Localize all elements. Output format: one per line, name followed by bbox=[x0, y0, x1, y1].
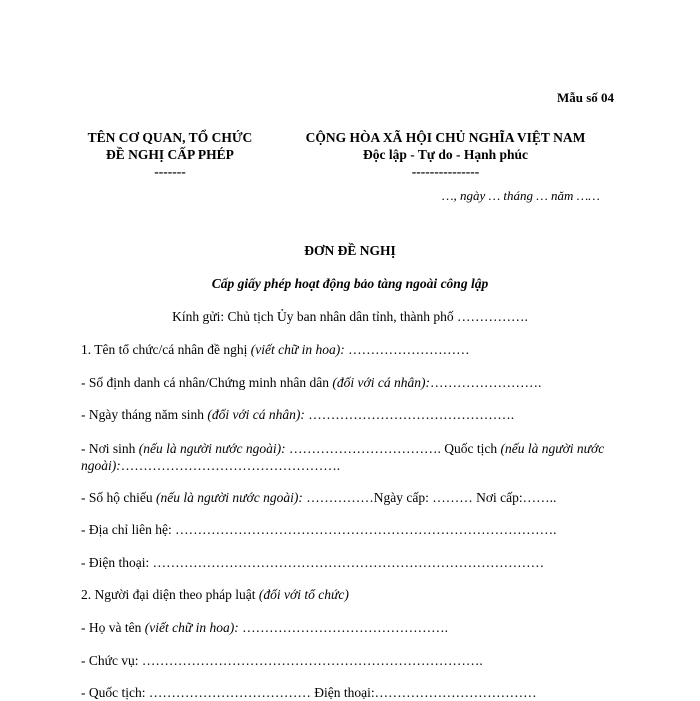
field-label: - Họ và tên bbox=[81, 620, 145, 635]
field-birthplace-nationality bbox=[81, 440, 621, 474]
field-fill: …………………………………………. bbox=[120, 458, 341, 473]
field-fill: ………………………………………. bbox=[304, 407, 515, 422]
field-fill: ……………………. bbox=[429, 375, 542, 390]
field-fill: ………………………………………. bbox=[238, 620, 448, 635]
field-applicant-name bbox=[81, 342, 470, 358]
form-number: Mẫu số 04 bbox=[557, 90, 615, 105]
field-label: - Số hộ chiếu bbox=[81, 490, 156, 505]
field-fill: ……………Ngày cấp: ……… Nơi cấp:…….. bbox=[302, 490, 557, 505]
addressee: Kính gửi: Chủ tịch Ủy ban nhân dân tỉnh, thành phố ……………. bbox=[172, 309, 528, 324]
field-label: 1. Tên tổ chức/cá nhân đề nghị bbox=[81, 342, 251, 357]
field-note: (viết chữ in hoa): bbox=[250, 342, 345, 357]
field-address: - Địa chỉ liên hệ: …………………………………………………………………………. bbox=[81, 522, 557, 537]
field-note: (đối với cá nhân): bbox=[332, 375, 430, 390]
field-label: 2. Người đại diện theo pháp luật bbox=[81, 587, 259, 602]
document-subtitle: Cấp giấy phép hoạt động bảo tàng ngoài công lập bbox=[211, 276, 489, 291]
field-full-name bbox=[81, 620, 448, 636]
field-fill: ……………………… bbox=[344, 342, 470, 357]
field-fill: ……………………………. Quốc tịch bbox=[285, 441, 501, 456]
date-line: …, ngày … tháng … năm …… bbox=[442, 188, 600, 203]
field-label: - Số định danh cá nhân/Chứng minh nhân dân bbox=[81, 375, 333, 390]
field-note: (nếu là người nước bbox=[500, 441, 605, 456]
field-note: (đối với tổ chức) bbox=[258, 587, 349, 602]
field-note: (nếu là người nước ngoài): bbox=[138, 441, 286, 456]
org-line1: TÊN CƠ QUAN, TỔ CHỨC bbox=[87, 130, 253, 145]
field-note: (nếu là người nước ngoài): bbox=[156, 490, 303, 505]
field-id-number bbox=[81, 375, 541, 391]
nation-dash: --------------- bbox=[411, 164, 480, 179]
field-position: - Chức vụ: …………………………………………………………………. bbox=[81, 653, 483, 668]
field-passport bbox=[81, 490, 556, 506]
field-phone: - Điện thoại: …………………………………………………………………………… bbox=[81, 555, 545, 570]
org-dash: ------- bbox=[154, 164, 186, 179]
field-note: (viết chữ in hoa): bbox=[144, 620, 239, 635]
field-note: (đối với cá nhân): bbox=[207, 407, 305, 422]
nation-line2: Độc lập - Tự do - Hạnh phúc bbox=[362, 147, 529, 162]
org-name bbox=[80, 129, 260, 180]
national-header bbox=[293, 129, 598, 180]
field-note: ngoài): bbox=[81, 458, 121, 473]
field-legal-representative bbox=[81, 587, 349, 603]
field-label: - Ngày tháng năm sinh bbox=[81, 407, 208, 422]
nation-line1: CỘNG HÒA XÃ HỘI CHỦ NGHĨA VIỆT NAM bbox=[305, 130, 586, 145]
document-title: ĐƠN ĐỀ NGHỊ bbox=[304, 243, 396, 258]
field-label: - Nơi sinh bbox=[81, 441, 139, 456]
field-birth-date bbox=[81, 407, 514, 423]
field-nationality-phone: - Quốc tịch: ……………………………… Điện thoại:……………………………… bbox=[81, 685, 537, 700]
org-line2: ĐỀ NGHỊ CẤP PHÉP bbox=[106, 147, 234, 162]
